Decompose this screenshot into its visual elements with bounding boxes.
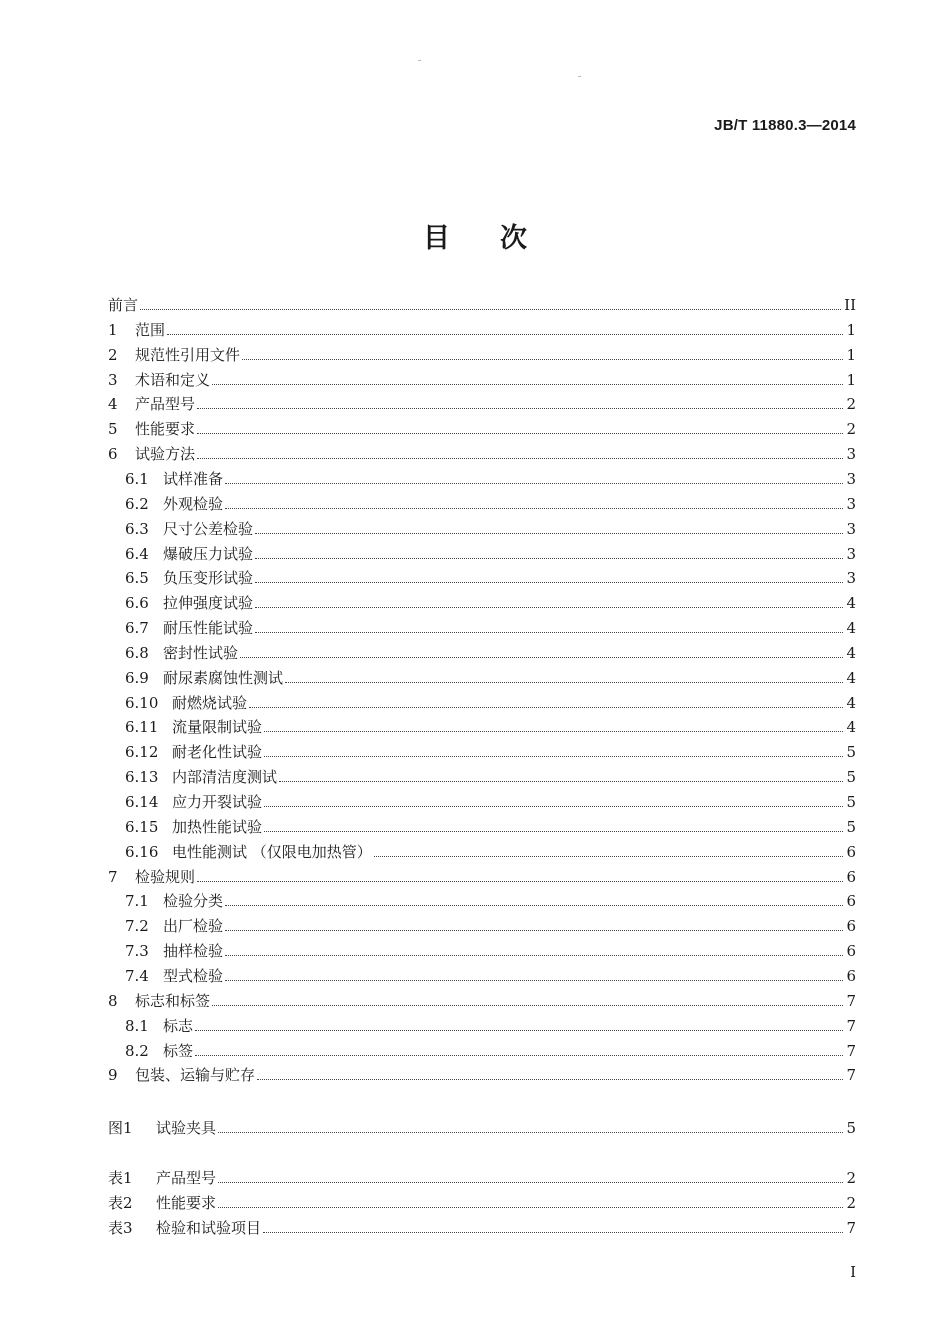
toc-entry-label: 耐压性能试验 bbox=[163, 619, 254, 638]
toc-entry-page: 3 bbox=[846, 494, 856, 513]
toc-entry[interactable] bbox=[125, 567, 856, 589]
tables-entry[interactable] bbox=[108, 1192, 856, 1214]
toc-entry-number: 8 bbox=[108, 991, 118, 1010]
page-title: 目次 bbox=[423, 223, 577, 254]
toc-entry-number: 6.14 bbox=[125, 793, 159, 811]
toc-entry[interactable] bbox=[108, 294, 856, 316]
toc-entry-number: 6.3 bbox=[125, 519, 149, 538]
toc-entry[interactable] bbox=[125, 592, 856, 614]
toc-entry[interactable] bbox=[125, 493, 856, 515]
dot-leader bbox=[225, 954, 843, 956]
toc-entry-page: 4 bbox=[846, 668, 856, 687]
toc-entry-label: 型式检验 bbox=[163, 966, 224, 985]
toc-entry-number: 6.1 bbox=[125, 469, 149, 488]
toc-entry-label: 密封性试验 bbox=[163, 643, 239, 662]
toc-entry[interactable] bbox=[125, 1015, 856, 1037]
toc-entry[interactable] bbox=[125, 741, 856, 763]
toc-entry[interactable] bbox=[125, 716, 856, 738]
tables-entry-label: 性能要求 bbox=[156, 1193, 217, 1212]
toc-entry-label: 流量限制试验 bbox=[172, 718, 263, 737]
toc-entry-label: 性能要求 bbox=[135, 420, 196, 439]
toc-entry-page: 2 bbox=[846, 395, 856, 414]
tables-entry-page: 7 bbox=[846, 1218, 856, 1237]
toc-entry-label: 负压变形试验 bbox=[163, 569, 254, 588]
dot-leader bbox=[264, 730, 843, 732]
toc-entry-label: 检验分类 bbox=[163, 892, 224, 911]
toc-entry-label: 内部清洁度测试 bbox=[172, 768, 278, 787]
toc-entry-number: 2 bbox=[108, 345, 118, 364]
toc-entry-page: 3 bbox=[846, 519, 856, 538]
dot-leader bbox=[195, 1029, 843, 1031]
dot-leader bbox=[218, 1181, 843, 1183]
toc-entry-page: II bbox=[844, 296, 856, 314]
dot-leader bbox=[240, 656, 843, 658]
dot-leader bbox=[264, 755, 843, 757]
dot-leader bbox=[255, 606, 843, 608]
dot-leader bbox=[197, 407, 843, 409]
toc-entry-page: 6 bbox=[846, 917, 856, 936]
toc-entry[interactable] bbox=[125, 518, 856, 540]
toc-entry-label: 标签 bbox=[163, 1041, 194, 1060]
dot-leader bbox=[242, 358, 843, 360]
toc-entry-number: 6.15 bbox=[125, 817, 159, 836]
toc-entry-label: 标志 bbox=[163, 1016, 194, 1035]
dot-leader bbox=[197, 457, 843, 459]
toc-entry[interactable] bbox=[125, 692, 856, 714]
toc-entry-label: 检验规则 bbox=[135, 867, 196, 886]
toc-entry[interactable] bbox=[125, 543, 856, 565]
toc-entry-page: 6 bbox=[846, 842, 856, 861]
dot-leader bbox=[140, 308, 841, 310]
toc-entry-number: 6.9 bbox=[125, 668, 149, 687]
figures-entry-number: 图1 bbox=[108, 1119, 133, 1137]
toc-entry-label: 抽样检验 bbox=[163, 942, 224, 961]
tables-entry-label: 检验和试验项目 bbox=[156, 1218, 262, 1237]
toc-entry-label: 范围 bbox=[135, 320, 166, 339]
toc-entry-number: 4 bbox=[108, 395, 118, 414]
toc-entry-label: 拉伸强度试验 bbox=[163, 594, 254, 613]
toc-entry-page: 3 bbox=[846, 445, 856, 464]
toc-entry[interactable] bbox=[108, 1064, 856, 1086]
dot-leader bbox=[197, 880, 843, 882]
toc-entry-label: 电性能测试 （仅限电加热管） bbox=[172, 842, 372, 861]
toc-entry-label: 试样准备 bbox=[163, 469, 224, 488]
toc-entry-page: 5 bbox=[846, 793, 856, 811]
toc-entry[interactable] bbox=[125, 1040, 856, 1062]
toc-entry-page: 3 bbox=[846, 569, 856, 588]
toc-entry-page: 7 bbox=[846, 1066, 856, 1085]
toc-entry-page: 6 bbox=[846, 892, 856, 911]
toc-entry-page: 4 bbox=[846, 619, 856, 638]
toc-entry-page: 4 bbox=[846, 693, 856, 712]
toc-entry-number: 7.2 bbox=[125, 917, 149, 936]
toc-entry[interactable] bbox=[125, 915, 856, 937]
toc-entry-number: 6 bbox=[108, 445, 118, 464]
dot-leader bbox=[255, 557, 843, 559]
toc-entry[interactable] bbox=[108, 369, 856, 391]
toc-entry-page: 7 bbox=[846, 991, 856, 1010]
toc-entry-number: 7.3 bbox=[125, 942, 149, 961]
tables-entry[interactable] bbox=[108, 1167, 856, 1189]
toc-entry-label: 规范性引用文件 bbox=[135, 345, 241, 364]
toc-entry-page: 3 bbox=[846, 469, 856, 488]
toc-entry-number: 6.6 bbox=[125, 594, 149, 613]
dot-leader bbox=[212, 383, 843, 385]
tables-entry[interactable] bbox=[108, 1217, 856, 1239]
toc-entry-number: 6.11 bbox=[125, 718, 159, 737]
toc-entry-page: 1 bbox=[846, 320, 856, 339]
toc-entry-page: 4 bbox=[846, 718, 856, 737]
toc-entry[interactable] bbox=[125, 965, 856, 987]
tables-entry-number: 表2 bbox=[108, 1193, 133, 1212]
tables-entry-number: 表3 bbox=[108, 1218, 133, 1237]
toc-entry-number: 6.4 bbox=[125, 544, 149, 563]
toc-entry-page: 4 bbox=[846, 594, 856, 613]
dot-leader bbox=[285, 681, 843, 683]
dot-leader bbox=[195, 1054, 843, 1056]
toc-entry[interactable] bbox=[108, 393, 856, 415]
dot-leader bbox=[167, 333, 843, 335]
toc-entry-label: 尺寸公差检验 bbox=[163, 519, 254, 538]
toc-entry-label: 爆破压力试验 bbox=[163, 544, 254, 563]
tables-entry-page: 2 bbox=[846, 1169, 856, 1187]
toc-entry-label: 前言 bbox=[108, 296, 139, 314]
dot-leader bbox=[225, 929, 843, 931]
dot-leader bbox=[257, 1078, 843, 1080]
toc-entry[interactable] bbox=[125, 468, 856, 490]
toc-entry-number: 8.2 bbox=[125, 1041, 149, 1060]
toc-entry[interactable] bbox=[125, 642, 856, 664]
toc-entry[interactable] bbox=[125, 890, 856, 912]
toc-entry[interactable] bbox=[125, 766, 856, 788]
page-number: I bbox=[850, 1263, 856, 1281]
dot-leader bbox=[255, 581, 843, 583]
dot-leader bbox=[279, 780, 843, 782]
toc-entry[interactable] bbox=[108, 866, 856, 888]
toc-entry[interactable] bbox=[108, 443, 856, 465]
figures-entry-page: 5 bbox=[846, 1119, 856, 1137]
toc-entry-number: 5 bbox=[108, 420, 118, 439]
toc-entry[interactable] bbox=[125, 816, 856, 838]
toc-entry-page: 5 bbox=[846, 817, 856, 836]
dot-leader bbox=[255, 532, 843, 534]
toc-entry-label: 应力开裂试验 bbox=[172, 793, 263, 811]
toc-entry-label: 耐燃烧试验 bbox=[172, 693, 248, 712]
dot-leader bbox=[264, 830, 843, 832]
toc-entry-label: 出厂检验 bbox=[163, 917, 224, 936]
toc-entry-label: 加热性能试验 bbox=[172, 817, 263, 836]
dot-leader bbox=[197, 432, 843, 434]
toc-entry[interactable] bbox=[125, 791, 856, 813]
toc-entry-number: 6.8 bbox=[125, 643, 149, 662]
toc-entry-page: 5 bbox=[846, 768, 856, 787]
toc-entry-number: 6.2 bbox=[125, 494, 149, 513]
toc-entry[interactable] bbox=[125, 617, 856, 639]
toc-entry-page: 1 bbox=[846, 370, 856, 389]
toc-entry-number: 6.13 bbox=[125, 768, 159, 787]
toc-entry-page: 2 bbox=[846, 420, 856, 439]
tables-entry-number: 表1 bbox=[108, 1169, 133, 1187]
toc-entry-page: 6 bbox=[846, 867, 856, 886]
toc-entry-number: 7 bbox=[108, 867, 118, 886]
toc-entry-page: 4 bbox=[846, 643, 856, 662]
toc-entry-page: 6 bbox=[846, 942, 856, 961]
toc-entry-label: 外观检验 bbox=[163, 494, 224, 513]
toc-entry-number: 9 bbox=[108, 1066, 118, 1085]
toc-entry-page: 5 bbox=[846, 743, 856, 762]
dot-leader bbox=[225, 904, 843, 906]
toc-entry-page: 1 bbox=[846, 345, 856, 364]
dot-leader bbox=[263, 1231, 843, 1233]
toc-entry[interactable] bbox=[108, 319, 856, 341]
toc-entry-page: 3 bbox=[846, 544, 856, 563]
toc-entry-label: 耐老化性试验 bbox=[172, 743, 263, 762]
dot-leader bbox=[218, 1131, 843, 1133]
toc-entry-number: 7.4 bbox=[125, 966, 149, 985]
dot-leader bbox=[225, 507, 843, 509]
standard-code: JB/T 11880.3—2014 bbox=[714, 117, 856, 134]
figures-entry-label: 试验夹具 bbox=[156, 1119, 217, 1137]
toc-entry-number: 6.16 bbox=[125, 842, 159, 861]
toc-entry[interactable] bbox=[108, 418, 856, 440]
toc-entry[interactable] bbox=[108, 990, 856, 1012]
toc-entry-label: 试验方法 bbox=[135, 445, 196, 464]
toc-entry-number: 6.5 bbox=[125, 569, 149, 588]
dot-leader bbox=[264, 805, 843, 807]
toc-entry-number: 1 bbox=[108, 320, 118, 339]
toc-entry-number: 3 bbox=[108, 370, 118, 389]
dot-leader bbox=[374, 855, 843, 857]
tables-entry-page: 2 bbox=[846, 1193, 856, 1212]
dot-leader bbox=[212, 1004, 843, 1006]
toc-entry-label: 包装、运输与贮存 bbox=[135, 1066, 256, 1085]
toc-entry-number: 8.1 bbox=[125, 1016, 149, 1035]
toc-entry-page: 7 bbox=[846, 1041, 856, 1060]
toc-entry[interactable] bbox=[125, 940, 856, 962]
toc-entry-label: 标志和标签 bbox=[135, 991, 211, 1010]
toc-entry-number: 6.12 bbox=[125, 743, 159, 762]
dot-leader bbox=[218, 1206, 843, 1208]
toc-entry-label: 产品型号 bbox=[135, 395, 196, 414]
dot-leader bbox=[255, 631, 843, 633]
toc-entry-page: 6 bbox=[846, 966, 856, 985]
toc-entry-number: 6.7 bbox=[125, 619, 149, 638]
toc-entry-label: 耐尿素腐蚀性测试 bbox=[163, 668, 284, 687]
toc-entry[interactable] bbox=[125, 667, 856, 689]
toc-entry[interactable] bbox=[108, 344, 856, 366]
dot-leader bbox=[225, 979, 843, 981]
toc-entry[interactable] bbox=[125, 841, 856, 863]
dot-leader bbox=[225, 482, 843, 484]
toc-entry-label: 术语和定义 bbox=[135, 370, 211, 389]
dot-leader bbox=[249, 706, 843, 708]
figures-entry[interactable] bbox=[108, 1117, 856, 1139]
toc-entry-number: 6.10 bbox=[125, 693, 159, 712]
toc-entry-number: 7.1 bbox=[125, 892, 149, 911]
tables-entry-label: 产品型号 bbox=[156, 1169, 217, 1187]
toc-entry-page: 7 bbox=[846, 1016, 856, 1035]
